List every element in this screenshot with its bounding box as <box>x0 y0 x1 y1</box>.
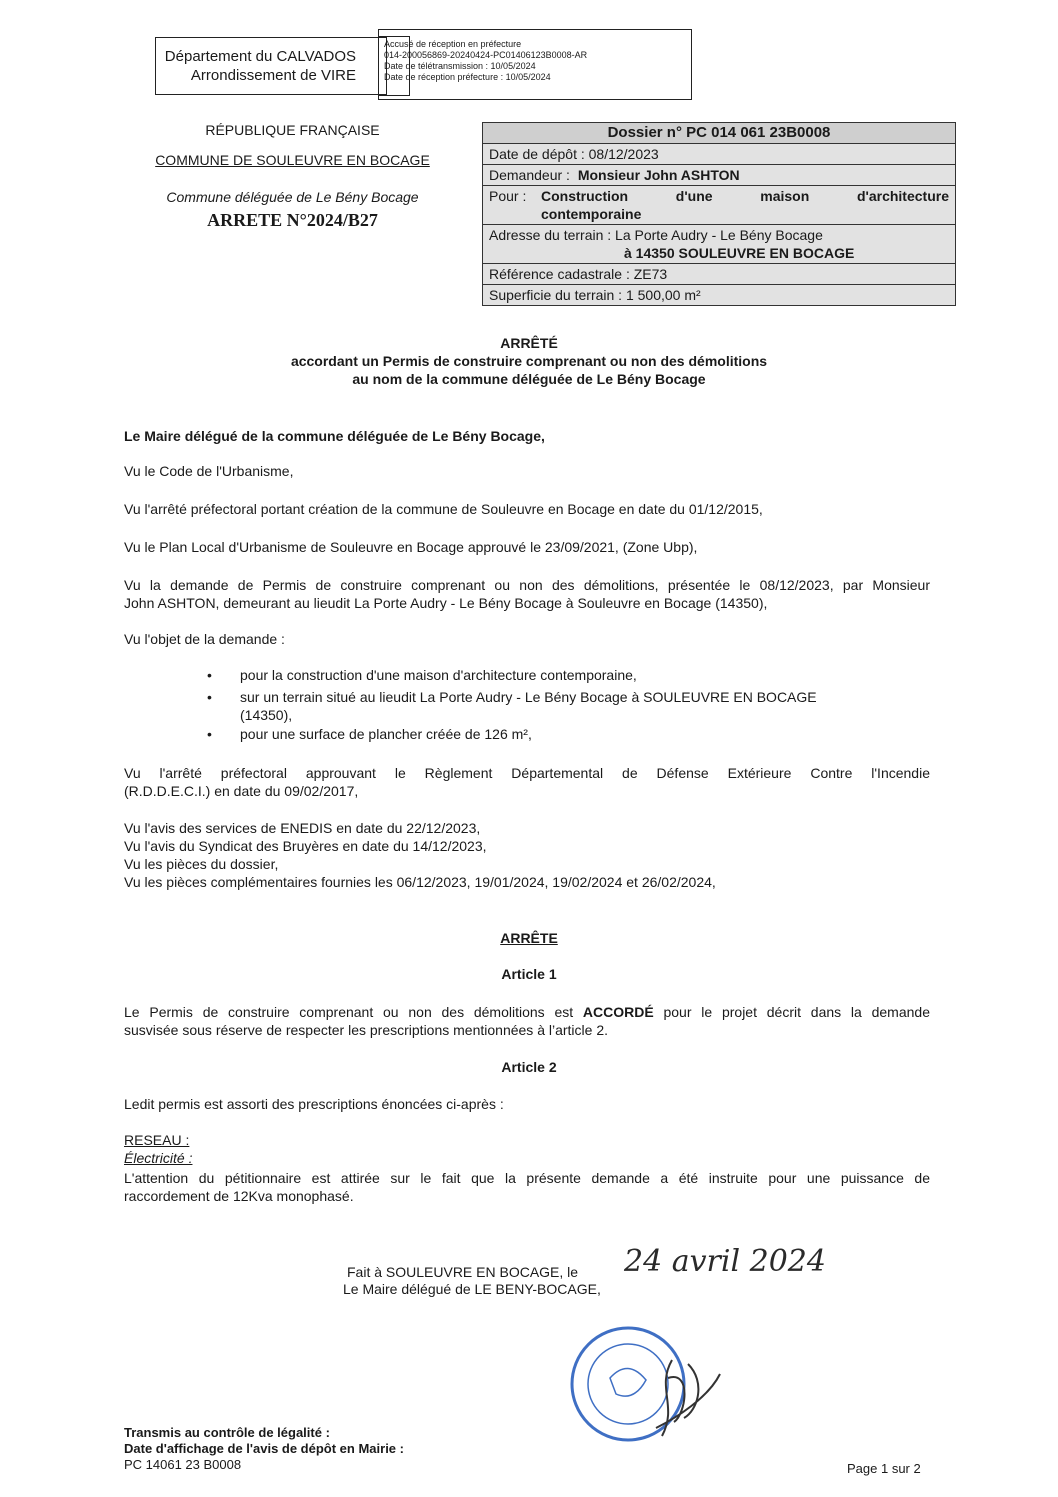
vu-demande-line-2: John ASHTON, demeurant au lieudit La Porte Audry - Le Bény Bocage à Souleuvre en Bocage (14350), <box>124 595 768 611</box>
vu-plu: Vu le Plan Local d'Urbanisme de Souleuvre en Bocage approuvé le 23/09/2021, (Zone Ubp), <box>124 539 698 555</box>
main-heading <box>0 334 1058 388</box>
article-1-text-a: Le Permis de construire comprenant ou non des démolitions est <box>124 1004 583 1020</box>
vu-pieces-complementaires: Vu les pièces complémentaires fournies les 06/12/2023, 19/01/2024, 19/02/2024 et 26/02/2024, <box>124 874 716 890</box>
article-1-line-2: susvisée sous réserve de respecter les prescriptions mentionnées à l’article 2. <box>124 1022 609 1038</box>
fait-a: Fait à SOULEUVRE EN BOCAGE, le <box>347 1264 579 1280</box>
vu-arrete-prefectoral: Vu l'arrêté préfectoral portant création de la commune de Souleuvre en Bocage en date du 01/12/2015, <box>124 501 763 517</box>
bullet-icon: • <box>207 689 212 705</box>
vu-syndicat: Vu l'avis du Syndicat des Bruyères en date du 14/12/2023, <box>124 838 487 854</box>
dossier-title: Dossier n° PC 014 061 23B0008 <box>483 123 955 143</box>
accorde-word: ACCORDÉ <box>582 1004 654 1020</box>
article-2-heading: Article 2 <box>501 1059 557 1075</box>
demandeur-value: Monsieur John ASHTON <box>577 167 740 183</box>
adresse-line-1: Adresse du terrain : La Porte Audry - Le Bény Bocage <box>489 227 823 243</box>
bullet-icon: • <box>207 667 212 683</box>
arrete-heading: ARRÊTE <box>500 930 558 946</box>
adresse-row <box>483 224 955 263</box>
bullet-item-continuation: (14350), <box>240 707 293 723</box>
pour-line-2: contemporaine <box>541 206 642 222</box>
heading-arrete: ARRÊTÉ <box>500 335 558 351</box>
vu-pieces: Vu les pièces du dossier, <box>124 856 279 872</box>
date-affichage: Date d'affichage de l'avis de dépôt en Mairie : <box>124 1441 404 1456</box>
vu-demande-line-1: Vu la demande de Permis de construire comprenant ou non des démolitions, présentée le 08/12/2023, par Monsieur <box>124 577 930 593</box>
republique-francaise: RÉPUBLIQUE FRANÇAISE <box>205 122 380 138</box>
bullet-item: sur un terrain situé au lieudit La Porte Audry - Le Bény Bocage à SOULEUVRE EN BOCAGE <box>240 689 817 705</box>
adresse-line-2: à 14350 SOULEUVRE EN BOCAGE <box>624 245 855 261</box>
arrondissement-line: Arrondissement de VIRE <box>190 67 356 84</box>
vu-enedis: Vu l'avis des services de ENEDIS en date du 22/12/2023, <box>124 820 481 836</box>
attention-line-2: raccordement de 12Kva monophasé. <box>124 1188 354 1204</box>
department-line: Département du CALVADOS <box>164 48 356 65</box>
cadastre-row: Référence cadastrale : ZE73 <box>483 263 955 284</box>
date-depot: Date de dépôt : 08/12/2023 <box>483 143 955 164</box>
pour-row <box>483 185 955 224</box>
accuse-line-3: Date de télétransmission : 10/05/2024 <box>384 61 536 71</box>
demandeur-row <box>483 164 955 185</box>
pour-label: Pour : <box>489 188 527 204</box>
vu-rddeci-line-1: Vu l'arrêté préfectoral approuvant le Règlement Départemental de Défense Extérieure Contre l'Incendie <box>124 765 930 781</box>
arrete-number: ARRETE N°2024/B27 <box>207 210 378 230</box>
pour-line-1: Construction d'une maison d'architecture <box>541 188 949 204</box>
vu-code-urbanisme: Vu le Code de l'Urbanisme, <box>124 463 294 479</box>
department-box <box>155 37 387 95</box>
article-2-text: Ledit permis est assorti des prescriptions énoncées ci-après : <box>124 1096 504 1112</box>
heading-line-2: accordant un Permis de construire comprenant ou non des démolitions <box>290 353 768 369</box>
bullet-icon: • <box>207 726 212 742</box>
transmis-controle: Transmis au contrôle de légalité : <box>124 1425 330 1440</box>
page-number: Page 1 sur 2 <box>847 1461 921 1476</box>
signature-maire: Le Maire délégué de LE BENY-BOCAGE, <box>343 1281 601 1297</box>
heading-line-3: au nom de la commune déléguée de Le Bény Bocage <box>352 371 706 387</box>
article-1-text-b: pour le projet décrit dans la demande <box>653 1004 930 1020</box>
vu-objet: Vu l'objet de la demande : <box>124 631 285 647</box>
commune-stamp-icon <box>560 1318 740 1458</box>
superficie-row: Superficie du terrain : 1 500,00 m² <box>483 284 955 305</box>
handwritten-date: 24 avril 2024 <box>624 1244 826 1279</box>
dossier-table <box>482 122 956 306</box>
reseau-heading: RESEAU : <box>124 1132 190 1148</box>
bullet-item: pour une surface de plancher créée de 126 m², <box>240 726 532 742</box>
accuse-line-1: Accusé de réception en préfecture <box>384 39 522 49</box>
article-1-heading: Article 1 <box>501 966 557 982</box>
maire-intro: Le Maire délégué de la commune déléguée de Le Bény Bocage, <box>124 428 545 444</box>
bullet-item: pour la construction d'une maison d'architecture contemporaine, <box>240 667 637 683</box>
accuse-line-2: 014-200056869-20240424-PC01406123B0008-AR <box>384 50 588 60</box>
commune-deleguee: Commune déléguée de Le Bény Bocage <box>166 189 419 205</box>
accuse-line-4: Date de réception préfecture : 10/05/2024 <box>384 72 551 82</box>
footer-reference: PC 14061 23 B0008 <box>124 1457 242 1472</box>
attention-line-1: L'attention du pétitionnaire est attirée sur le fait que la présente demande a été instruite pour une puissance de <box>124 1170 930 1186</box>
commune-name: COMMUNE DE SOULEUVRE EN BOCAGE <box>155 152 430 168</box>
electricite-heading: Électricité : <box>124 1150 193 1166</box>
demandeur-label: Demandeur : <box>489 167 570 183</box>
vu-rddeci-line-2: (R.D.D.E.C.I.) en date du 09/02/2017, <box>124 783 359 799</box>
article-1-line-1 <box>124 1004 930 1021</box>
